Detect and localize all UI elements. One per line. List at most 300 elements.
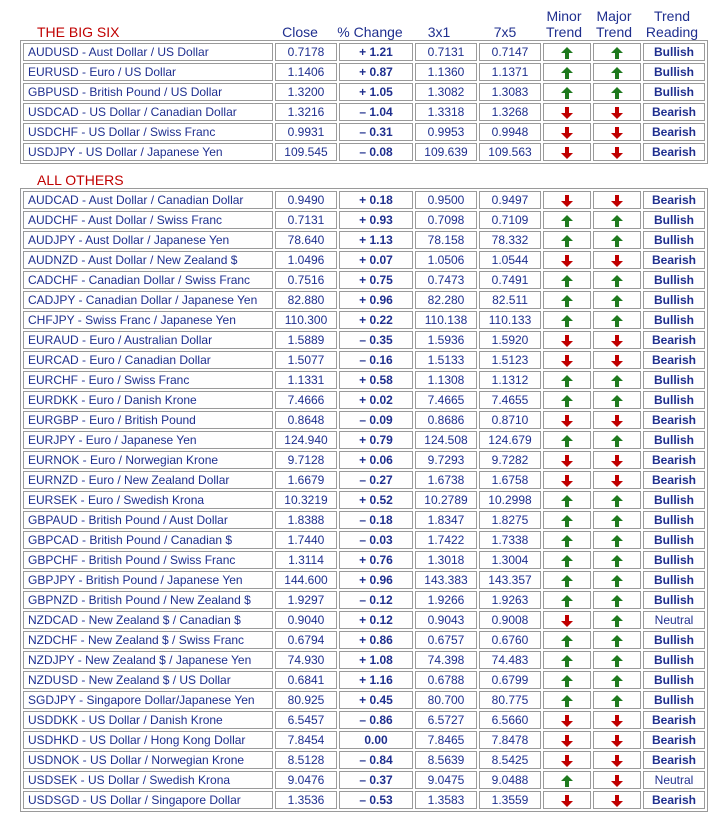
pair-cell: EURNOK - Euro / Norwegian Krone — [23, 451, 273, 469]
major-trend-cell — [593, 611, 641, 629]
pair-cell: EURUSD - Euro / US Dollar — [23, 63, 273, 81]
minor-trend-cell — [543, 731, 591, 749]
3x1-cell: 1.7422 — [415, 531, 477, 549]
change-cell: + 0.86 — [339, 631, 413, 649]
green-up-arrow-icon — [561, 775, 573, 787]
minor-trend-header-line1: Minor — [546, 8, 582, 24]
green-up-arrow-icon — [611, 67, 623, 79]
minor-trend-cell — [543, 411, 591, 429]
change-cell: – 0.16 — [339, 351, 413, 369]
green-up-arrow-icon — [561, 67, 573, 79]
7x5-cell: 7.8478 — [479, 731, 541, 749]
close-cell: 8.5128 — [275, 751, 337, 769]
trend-reading-header — [640, 8, 704, 40]
close-cell: 9.7128 — [275, 451, 337, 469]
green-up-arrow-icon — [611, 435, 623, 447]
red-down-arrow-icon — [561, 715, 573, 727]
pair-cell: AUDCHF - Aust Dollar / Swiss Franc — [23, 211, 273, 229]
3x1-cell: 8.5639 — [415, 751, 477, 769]
trend-reading-cell: Bullish — [643, 551, 705, 569]
pair-cell: SGDJPY - Singapore Dollar/Japanese Yen — [23, 691, 273, 709]
change-cell: + 0.02 — [339, 391, 413, 409]
green-up-arrow-icon — [611, 575, 623, 587]
3x1-cell: 1.5133 — [415, 351, 477, 369]
green-up-arrow-icon — [561, 47, 573, 59]
trend-reading-cell: Bearish — [643, 103, 705, 121]
red-down-arrow-icon — [561, 195, 573, 207]
close-cell: 0.6794 — [275, 631, 337, 649]
major-trend-cell — [593, 791, 641, 809]
close-cell: 109.545 — [275, 143, 337, 161]
minor-trend-cell — [543, 43, 591, 61]
close-cell: 1.8388 — [275, 511, 337, 529]
close-cell: 1.0496 — [275, 251, 337, 269]
change-cell: 0.00 — [339, 731, 413, 749]
pair-cell: CADCHF - Canadian Dollar / Swiss Franc — [23, 271, 273, 289]
pair-cell: CHFJPY - Swiss Franc / Japanese Yen — [23, 311, 273, 329]
green-up-arrow-icon — [611, 555, 623, 567]
pair-cell: USDNOK - US Dollar / Norwegian Krone — [23, 751, 273, 769]
trend-reading-cell: Neutral — [643, 611, 705, 629]
table-row — [23, 491, 705, 509]
minor-trend-cell — [543, 391, 591, 409]
green-up-arrow-icon — [561, 395, 573, 407]
green-up-arrow-icon — [561, 275, 573, 287]
close-cell: 0.6841 — [275, 671, 337, 689]
red-down-arrow-icon — [611, 335, 623, 347]
7x5-cell: 0.8710 — [479, 411, 541, 429]
change-cell: + 1.21 — [339, 43, 413, 61]
close-cell: 7.8454 — [275, 731, 337, 749]
green-up-arrow-icon — [561, 595, 573, 607]
trend-reading-cell: Bearish — [643, 711, 705, 729]
3x1-cell: 0.7473 — [415, 271, 477, 289]
minor-trend-cell — [543, 611, 591, 629]
7x5-cell: 110.133 — [479, 311, 541, 329]
green-up-arrow-icon — [611, 695, 623, 707]
7x5-cell: 1.3083 — [479, 83, 541, 101]
change-cell: – 0.31 — [339, 123, 413, 141]
red-down-arrow-icon — [561, 615, 573, 627]
red-down-arrow-icon — [561, 455, 573, 467]
major-trend-cell — [593, 691, 641, 709]
change-cell: + 1.05 — [339, 83, 413, 101]
pair-cell: USDSEK - US Dollar / Swedish Krona — [23, 771, 273, 789]
3x1-cell: 1.6738 — [415, 471, 477, 489]
7x5-cell: 0.7491 — [479, 271, 541, 289]
minor-trend-cell — [543, 83, 591, 101]
3x1-cell: 9.0475 — [415, 771, 477, 789]
3x1-cell: 1.5936 — [415, 331, 477, 349]
3x1-cell: 110.138 — [415, 311, 477, 329]
close-cell: 0.9931 — [275, 123, 337, 141]
7x5-cell: 80.775 — [479, 691, 541, 709]
close-cell: 0.8648 — [275, 411, 337, 429]
change-cell: + 0.79 — [339, 431, 413, 449]
minor-trend-cell — [543, 351, 591, 369]
7x5-cell: 1.3004 — [479, 551, 541, 569]
red-down-arrow-icon — [611, 195, 623, 207]
3x1-cell: 74.398 — [415, 651, 477, 669]
close-header: Close — [282, 24, 318, 40]
7x5-cell: 0.6760 — [479, 631, 541, 649]
red-down-arrow-icon — [561, 335, 573, 347]
major-trend-cell — [593, 291, 641, 309]
pair-cell: NZDUSD - New Zealand $ / US Dollar — [23, 671, 273, 689]
3x1-cell: 78.158 — [415, 231, 477, 249]
major-trend-cell — [593, 63, 641, 81]
pair-cell: AUDUSD - Aust Dollar / US Dollar — [23, 43, 273, 61]
7x5-cell: 7.4655 — [479, 391, 541, 409]
major-trend-cell — [593, 123, 641, 141]
minor-trend-cell — [543, 211, 591, 229]
minor-trend-cell — [543, 511, 591, 529]
green-up-arrow-icon — [611, 215, 623, 227]
green-up-arrow-icon — [611, 47, 623, 59]
7x5-cell: 74.483 — [479, 651, 541, 669]
major-trend-cell — [593, 671, 641, 689]
3x1-cell: 1.9266 — [415, 591, 477, 609]
pair-cell: EURJPY - Euro / Japanese Yen — [23, 431, 273, 449]
table-row — [23, 471, 705, 489]
pair-cell: EURCHF - Euro / Swiss Franc — [23, 371, 273, 389]
trend-reading-cell: Bullish — [643, 83, 705, 101]
trend-reading-cell: Bullish — [643, 271, 705, 289]
trend-reading-cell: Bullish — [643, 691, 705, 709]
trend-reading-cell: Bearish — [643, 791, 705, 809]
table-row — [23, 83, 705, 101]
green-up-arrow-icon — [611, 87, 623, 99]
3x1-cell: 124.508 — [415, 431, 477, 449]
7x5-cell: 8.5425 — [479, 751, 541, 769]
7x5-cell: 0.9948 — [479, 123, 541, 141]
table-row — [23, 511, 705, 529]
close-cell: 0.7178 — [275, 43, 337, 61]
trend-reading-cell: Bullish — [643, 391, 705, 409]
trend-reading-cell: Neutral — [643, 771, 705, 789]
major-trend-cell — [593, 143, 641, 161]
7x5-cell: 1.7338 — [479, 531, 541, 549]
pair-cell: CADJPY - Canadian Dollar / Japanese Yen — [23, 291, 273, 309]
minor-trend-cell — [543, 371, 591, 389]
big-six-title: THE BIG SIX — [37, 24, 120, 40]
green-up-arrow-icon — [611, 655, 623, 667]
change-cell: + 0.87 — [339, 63, 413, 81]
3x1-cell: 7.4665 — [415, 391, 477, 409]
table-row — [23, 711, 705, 729]
change-cell: – 0.09 — [339, 411, 413, 429]
table-row — [23, 123, 705, 141]
7x5-header: 7x5 — [493, 24, 517, 40]
close-cell: 1.3114 — [275, 551, 337, 569]
minor-trend-cell — [543, 691, 591, 709]
3x1-cell: 1.3583 — [415, 791, 477, 809]
trend-reading-cell: Bullish — [643, 211, 705, 229]
change-cell: + 1.13 — [339, 231, 413, 249]
major-trend-cell — [593, 43, 641, 61]
close-cell: 0.9490 — [275, 191, 337, 209]
minor-trend-cell — [543, 791, 591, 809]
major-trend-cell — [593, 103, 641, 121]
7x5-cell: 1.1371 — [479, 63, 541, 81]
change-cell: – 0.86 — [339, 711, 413, 729]
green-up-arrow-icon — [561, 375, 573, 387]
red-down-arrow-icon — [611, 715, 623, 727]
red-down-arrow-icon — [561, 415, 573, 427]
7x5-cell: 1.3268 — [479, 103, 541, 121]
green-up-arrow-icon — [561, 215, 573, 227]
pair-cell: GBPJPY - British Pound / Japanese Yen — [23, 571, 273, 589]
green-up-arrow-icon — [561, 495, 573, 507]
minor-trend-cell — [543, 591, 591, 609]
others-table — [20, 188, 708, 812]
green-up-arrow-icon — [611, 595, 623, 607]
change-cell: + 0.07 — [339, 251, 413, 269]
table-row — [23, 391, 705, 409]
green-up-arrow-icon — [561, 555, 573, 567]
close-cell: 78.640 — [275, 231, 337, 249]
green-up-arrow-icon — [561, 435, 573, 447]
close-cell: 6.5457 — [275, 711, 337, 729]
minor-trend-header-line2: Trend — [545, 24, 583, 40]
trend-reading-cell: Bullish — [643, 231, 705, 249]
change-cell: – 0.84 — [339, 751, 413, 769]
minor-trend-cell — [543, 251, 591, 269]
red-down-arrow-icon — [611, 107, 623, 119]
green-up-arrow-icon — [561, 515, 573, 527]
3x1-cell: 143.383 — [415, 571, 477, 589]
minor-trend-cell — [543, 631, 591, 649]
pair-cell: NZDCAD - New Zealand $ / Canadian $ — [23, 611, 273, 629]
green-up-arrow-icon — [611, 535, 623, 547]
table-row — [23, 651, 705, 669]
pct-change-header: % Change — [337, 24, 403, 40]
change-cell: – 0.37 — [339, 771, 413, 789]
trend-reading-cell: Bullish — [643, 431, 705, 449]
minor-trend-cell — [543, 63, 591, 81]
pair-cell: NZDCHF - New Zealand $ / Swiss Franc — [23, 631, 273, 649]
green-up-arrow-icon — [561, 655, 573, 667]
close-cell: 110.300 — [275, 311, 337, 329]
change-cell: + 0.75 — [339, 271, 413, 289]
change-cell: – 0.53 — [339, 791, 413, 809]
major-trend-cell — [593, 531, 641, 549]
major-trend-cell — [593, 251, 641, 269]
green-up-arrow-icon — [611, 635, 623, 647]
7x5-cell: 1.5123 — [479, 351, 541, 369]
major-trend-cell — [593, 451, 641, 469]
3x1-cell: 6.5727 — [415, 711, 477, 729]
close-cell: 1.3536 — [275, 791, 337, 809]
table-row — [23, 331, 705, 349]
major-trend-cell — [593, 471, 641, 489]
change-cell: – 0.12 — [339, 591, 413, 609]
red-down-arrow-icon — [611, 147, 623, 159]
green-up-arrow-icon — [561, 87, 573, 99]
trend-reading-cell: Bearish — [643, 751, 705, 769]
minor-trend-cell — [543, 311, 591, 329]
change-cell: + 0.93 — [339, 211, 413, 229]
trend-reading-cell: Bullish — [643, 491, 705, 509]
change-cell: – 0.18 — [339, 511, 413, 529]
trend-reading-cell: Bullish — [643, 651, 705, 669]
3x1-cell: 0.9500 — [415, 191, 477, 209]
3x1-cell: 1.3318 — [415, 103, 477, 121]
3x1-cell: 1.8347 — [415, 511, 477, 529]
minor-trend-cell — [543, 231, 591, 249]
7x5-cell: 1.3559 — [479, 791, 541, 809]
table-row — [23, 731, 705, 749]
table-row — [23, 291, 705, 309]
pair-cell: USDCHF - US Dollar / Swiss Franc — [23, 123, 273, 141]
close-cell: 82.880 — [275, 291, 337, 309]
change-cell: + 0.96 — [339, 291, 413, 309]
minor-trend-cell — [543, 451, 591, 469]
3x1-cell: 109.639 — [415, 143, 477, 161]
7x5-cell: 82.511 — [479, 291, 541, 309]
major-trend-cell — [593, 271, 641, 289]
3x1-cell: 1.0506 — [415, 251, 477, 269]
table-row — [23, 451, 705, 469]
3x1-cell: 0.9953 — [415, 123, 477, 141]
change-cell: + 0.52 — [339, 491, 413, 509]
all-others-title: ALL OTHERS — [37, 172, 124, 188]
3x1-cell: 0.7131 — [415, 43, 477, 61]
red-down-arrow-icon — [561, 795, 573, 807]
pair-cell: AUDNZD - Aust Dollar / New Zealand $ — [23, 251, 273, 269]
red-down-arrow-icon — [611, 775, 623, 787]
major-trend-cell — [593, 491, 641, 509]
pair-cell: EURGBP - Euro / British Pound — [23, 411, 273, 429]
red-down-arrow-icon — [611, 455, 623, 467]
close-cell: 144.600 — [275, 571, 337, 589]
pair-cell: GBPCHF - British Pound / Swiss Franc — [23, 551, 273, 569]
green-up-arrow-icon — [561, 575, 573, 587]
trend-reading-cell: Bullish — [643, 671, 705, 689]
green-up-arrow-icon — [611, 395, 623, 407]
red-down-arrow-icon — [611, 127, 623, 139]
trend-reading-cell: Bearish — [643, 123, 705, 141]
trend-reading-cell: Bearish — [643, 471, 705, 489]
pair-cell: AUDJPY - Aust Dollar / Japanese Yen — [23, 231, 273, 249]
minor-trend-cell — [543, 771, 591, 789]
close-cell: 74.930 — [275, 651, 337, 669]
green-up-arrow-icon — [611, 375, 623, 387]
major-trend-cell — [593, 231, 641, 249]
trend-reading-cell: Bullish — [643, 531, 705, 549]
red-down-arrow-icon — [561, 107, 573, 119]
close-cell: 1.5077 — [275, 351, 337, 369]
red-down-arrow-icon — [611, 475, 623, 487]
change-cell: – 0.35 — [339, 331, 413, 349]
table-row — [23, 103, 705, 121]
minor-trend-cell — [543, 431, 591, 449]
close-cell: 1.3216 — [275, 103, 337, 121]
major-trend-cell — [593, 731, 641, 749]
3x1-cell: 0.9043 — [415, 611, 477, 629]
table-row — [23, 371, 705, 389]
minor-trend-cell — [543, 471, 591, 489]
major-trend-header-line2: Trend — [595, 24, 633, 40]
major-trend-cell — [593, 551, 641, 569]
green-up-arrow-icon — [611, 315, 623, 327]
green-up-arrow-icon — [611, 275, 623, 287]
close-cell: 1.6679 — [275, 471, 337, 489]
major-trend-cell — [593, 191, 641, 209]
close-cell: 0.7131 — [275, 211, 337, 229]
change-cell: + 0.45 — [339, 691, 413, 709]
change-cell: – 0.03 — [339, 531, 413, 549]
trend-reading-cell: Bearish — [643, 251, 705, 269]
major-trend-cell — [593, 771, 641, 789]
close-cell: 7.4666 — [275, 391, 337, 409]
close-cell: 9.0476 — [275, 771, 337, 789]
green-up-arrow-icon — [611, 615, 623, 627]
table-row — [23, 631, 705, 649]
green-up-arrow-icon — [611, 235, 623, 247]
major-trend-cell — [593, 311, 641, 329]
7x5-cell: 0.6799 — [479, 671, 541, 689]
change-cell: + 0.12 — [339, 611, 413, 629]
pair-cell: GBPUSD - British Pound / US Dollar — [23, 83, 273, 101]
table-row — [23, 791, 705, 809]
change-cell: + 1.16 — [339, 671, 413, 689]
table-row — [23, 311, 705, 329]
change-cell: + 0.22 — [339, 311, 413, 329]
7x5-cell: 0.7147 — [479, 43, 541, 61]
pair-cell: USDHKD - US Dollar / Hong Kong Dollar — [23, 731, 273, 749]
3x1-cell: 0.6788 — [415, 671, 477, 689]
green-up-arrow-icon — [561, 695, 573, 707]
minor-trend-cell — [543, 103, 591, 121]
table-row — [23, 671, 705, 689]
major-trend-cell — [593, 431, 641, 449]
red-down-arrow-icon — [561, 755, 573, 767]
major-trend-cell — [593, 751, 641, 769]
3x1-cell: 9.7293 — [415, 451, 477, 469]
7x5-cell: 1.6758 — [479, 471, 541, 489]
3x1-cell: 0.7098 — [415, 211, 477, 229]
major-trend-cell — [593, 571, 641, 589]
3x1-cell: 7.8465 — [415, 731, 477, 749]
trend-reading-cell: Bullish — [643, 63, 705, 81]
red-down-arrow-icon — [561, 475, 573, 487]
trend-reading-cell: Bearish — [643, 331, 705, 349]
green-up-arrow-icon — [561, 675, 573, 687]
7x5-cell: 1.8275 — [479, 511, 541, 529]
3x1-header: 3x1 — [427, 24, 451, 40]
red-down-arrow-icon — [561, 355, 573, 367]
table-row — [23, 231, 705, 249]
major-trend-cell — [593, 211, 641, 229]
trend-reading-cell: Bearish — [643, 351, 705, 369]
green-up-arrow-icon — [611, 515, 623, 527]
green-up-arrow-icon — [561, 315, 573, 327]
7x5-cell: 124.679 — [479, 431, 541, 449]
minor-trend-cell — [543, 123, 591, 141]
7x5-cell: 9.7282 — [479, 451, 541, 469]
close-cell: 124.940 — [275, 431, 337, 449]
table-row — [23, 771, 705, 789]
minor-trend-cell — [543, 491, 591, 509]
red-down-arrow-icon — [611, 795, 623, 807]
change-cell: + 0.58 — [339, 371, 413, 389]
red-down-arrow-icon — [611, 755, 623, 767]
change-cell: – 0.08 — [339, 143, 413, 161]
red-down-arrow-icon — [561, 735, 573, 747]
7x5-cell: 109.563 — [479, 143, 541, 161]
trend-reading-header-line1: Trend — [653, 8, 691, 24]
